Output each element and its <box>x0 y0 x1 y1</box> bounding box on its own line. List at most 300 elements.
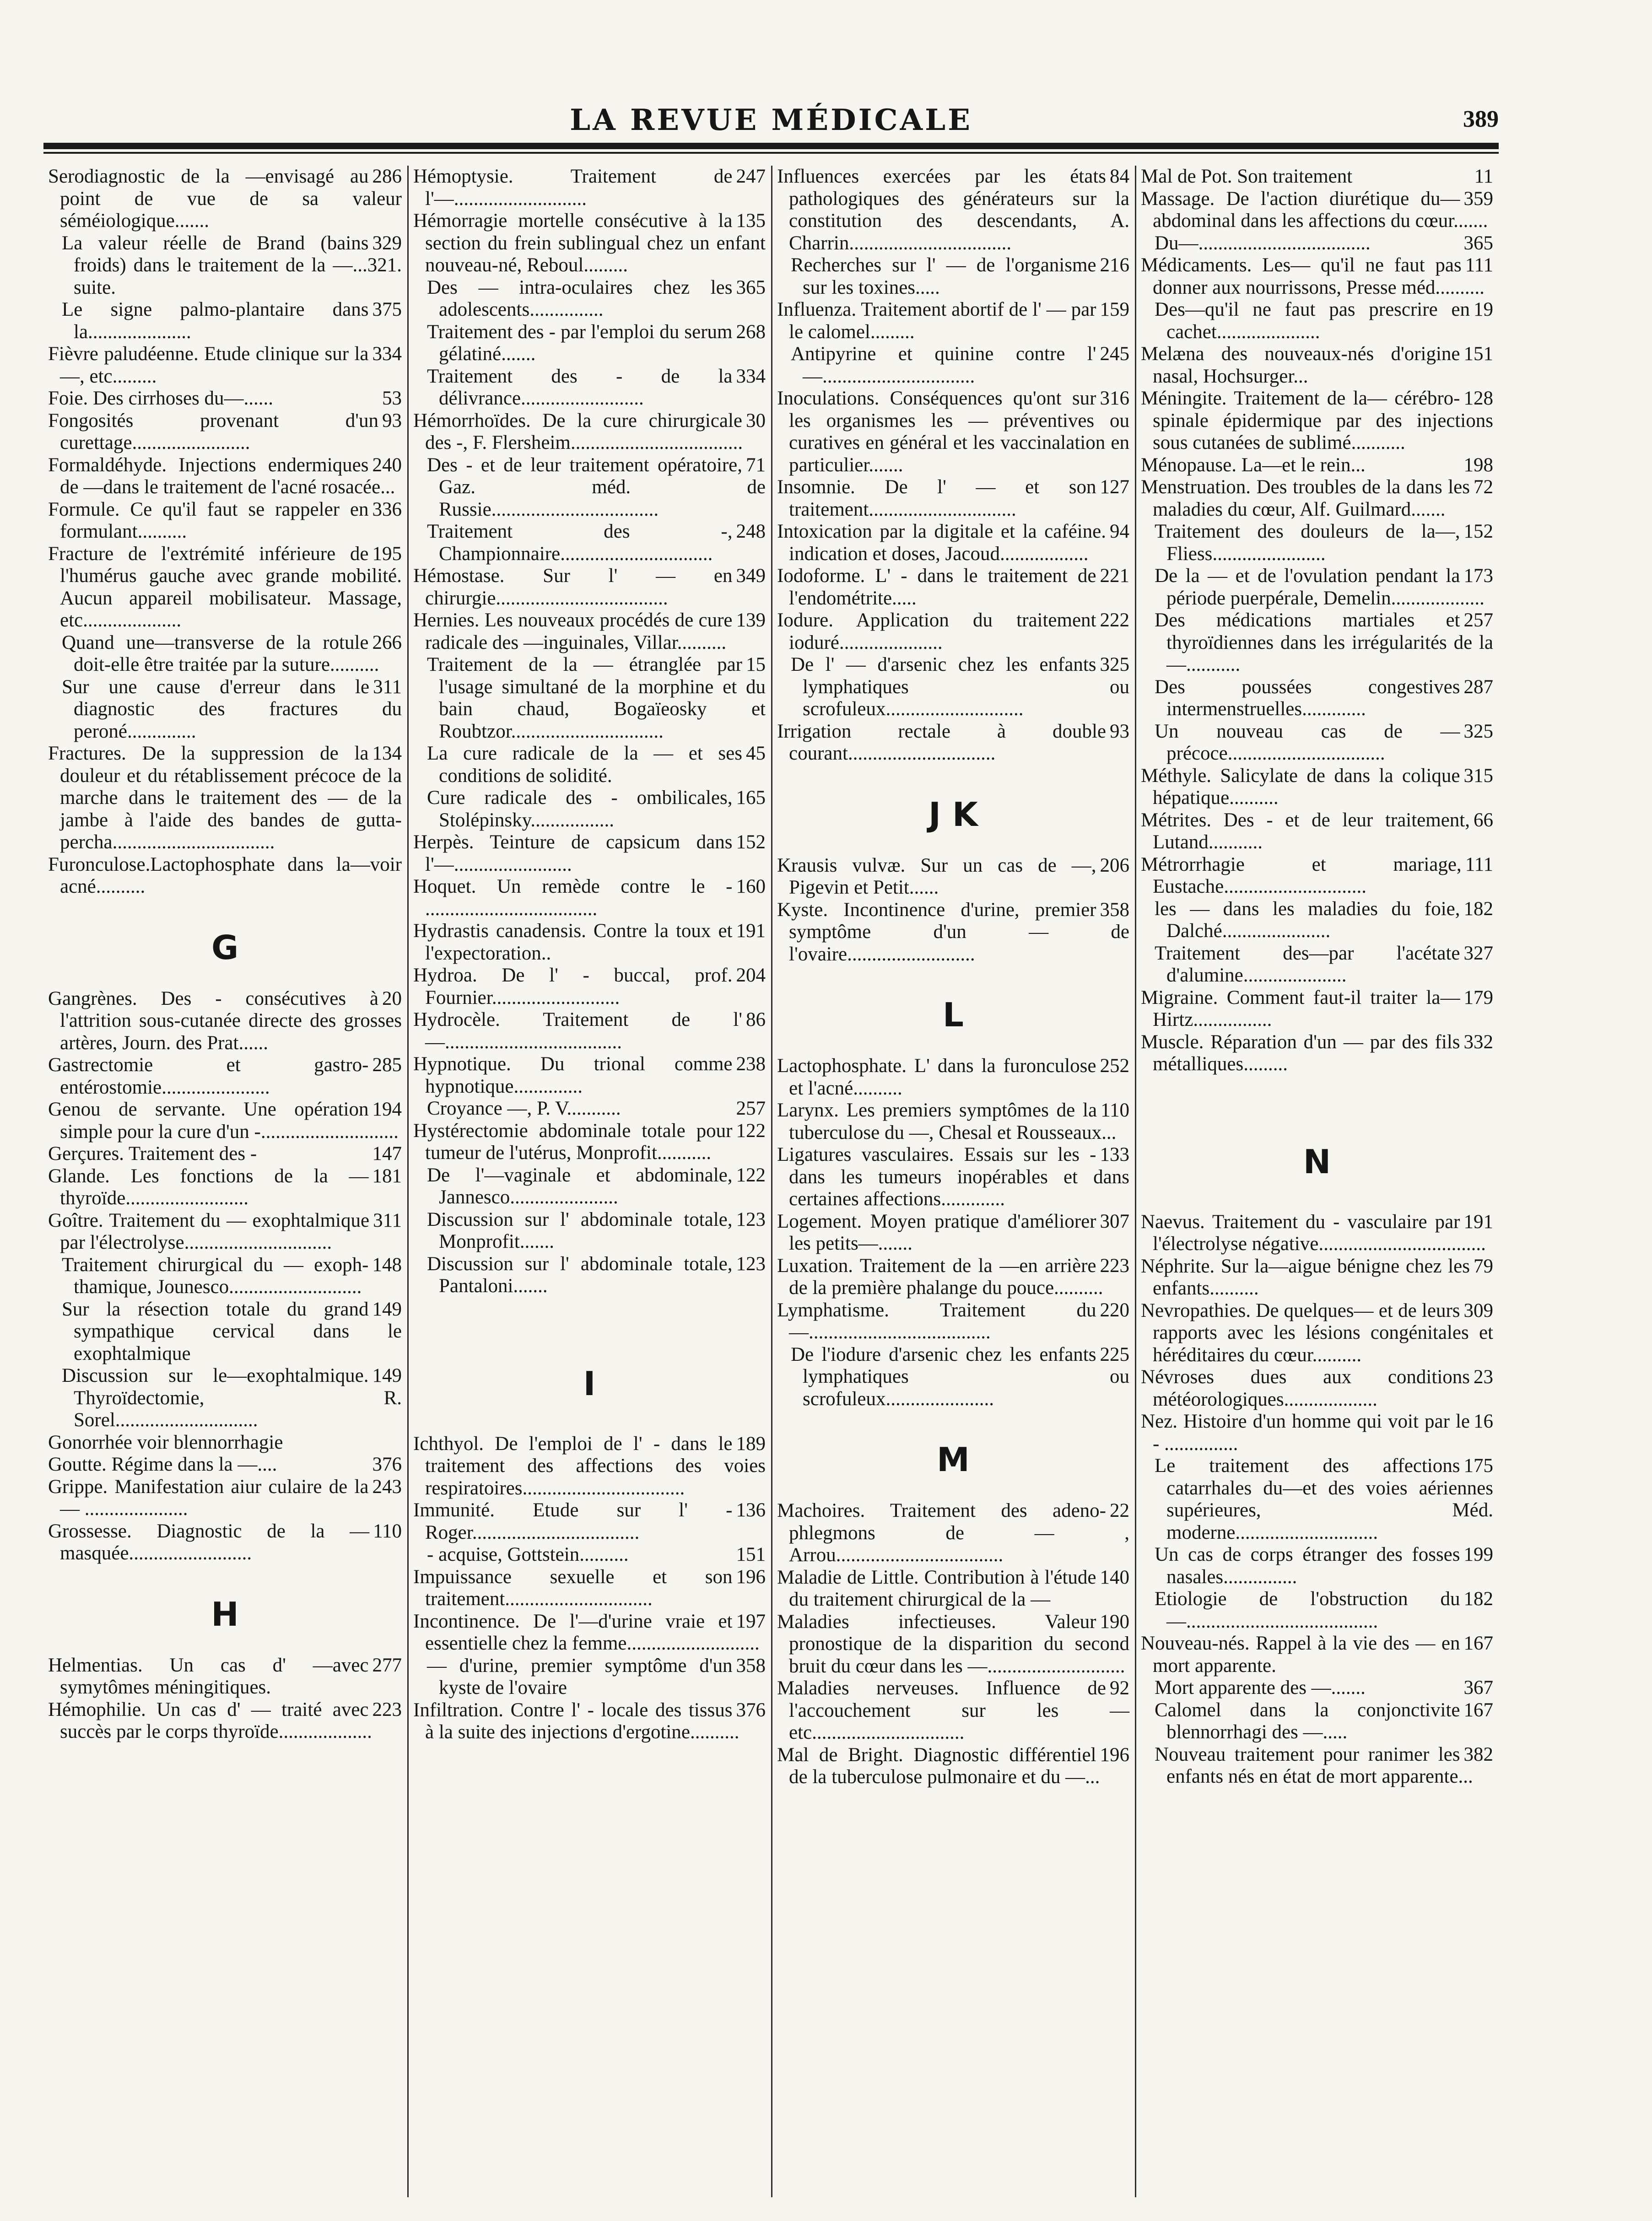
entry-text: Traitement des douleurs de la—, Fliess....................... <box>1155 521 1460 565</box>
entry-page-number: 248 <box>736 521 766 542</box>
entry-text: Lymphatisme. Traitement du —..................................... <box>777 1299 1096 1343</box>
entry-text: Ménopause. La—et le rein... <box>1141 454 1366 476</box>
entry-text: Goutte. Régime dans la —.... <box>48 1454 277 1475</box>
entry-page-number: 93 <box>382 410 402 431</box>
entry-page-number: 111 <box>1465 853 1493 875</box>
entry-page-number: 123 <box>736 1253 766 1275</box>
entry-page-number: 167 <box>1463 1633 1493 1654</box>
index-entry <box>1141 565 1493 609</box>
entry-page-number: 334 <box>372 343 402 365</box>
index-entry <box>777 1567 1129 1611</box>
entry-text: Nouveau traitement pour ranimer les enfants nés en état de mort apparente... <box>1155 1743 1473 1787</box>
section-letter: J K <box>929 795 978 834</box>
entry-page-number: 216 <box>1100 254 1129 276</box>
entry-text: Sur la résection totale du grand sympathique cervical dans le exophtalmique <box>62 1298 402 1364</box>
header-rule-thin <box>43 152 1499 154</box>
entry-text: Hernies. Les nouveaux procédés de cure radicale des —inguinales, Villar.......... <box>413 609 733 653</box>
index-entry <box>48 1520 402 1565</box>
index-entry <box>48 1210 402 1254</box>
entry-page-number: 84 <box>1110 166 1129 187</box>
index-column-1 <box>43 166 407 2197</box>
entry-text: Impuissance sexuelle et son traitement.............................. <box>413 1566 733 1610</box>
entry-page-number: 332 <box>1463 1031 1493 1053</box>
entry-page-number: 376 <box>736 1699 766 1721</box>
entry-text: Luxation. Traitement de la —en arrière de la première phalange du pouce.......... <box>777 1255 1103 1299</box>
section-letter: I <box>583 1364 596 1403</box>
index-entry <box>413 787 766 831</box>
entry-text: La valeur réelle de Brand (bains froids) dans le traitement de la —...321. suite. <box>62 232 402 298</box>
index-entry <box>48 232 402 299</box>
entry-text: Ichthyol. De l'emploi de l' - dans le traitement des affections des voies respiratoires................................. <box>413 1433 766 1499</box>
entry-page-number: 111 <box>1465 254 1493 276</box>
index-entry <box>1141 765 1493 809</box>
entry-text: Hydrocèle. Traitement de l' —.................................... <box>413 1009 742 1053</box>
entry-text: Glande. Les fonctions de la —thyroïde......................... <box>48 1165 369 1209</box>
entry-page-number: 309 <box>1463 1299 1493 1321</box>
entry-text: Gangrènes. Des - consécutives à l'attrition sous-cutanée directe des grosses artères, Journ. des Prat...... <box>48 987 402 1054</box>
index-entry <box>413 277 766 321</box>
index-entry <box>48 499 402 543</box>
entry-text: Hémostase. Sur l' — en chirurgie................................... <box>413 565 733 609</box>
entry-text: Traitement des - de la délivrance......................... <box>427 365 733 409</box>
entry-text: Infiltration. Contre l' - locale des tissus à la suite des injections d'ergotine.......... <box>413 1699 740 1743</box>
entry-text: Migraine. Comment faut-il traiter la—Hirtz................ <box>1141 987 1460 1030</box>
entry-text: Médicaments. Les— qu'il ne faut pas donner aux nourrissons, Presse méd.......... <box>1141 254 1485 298</box>
entry-text: Hémoptysie. Traitement de l'—........................... <box>413 166 733 210</box>
entry-text: Logement. Moyen pratique d'améliorer les petits—....... <box>777 1210 1096 1254</box>
index-entry <box>777 1677 1129 1744</box>
entry-text: Sur une cause d'erreur dans le diagnostic des fractures du peroné.............. <box>62 676 402 742</box>
entry-text: Traitement des -, Championnaire............................... <box>427 521 733 565</box>
entry-text: Discussion sur le—exophtalmique. Thyroïdectomie, R. Sorel............................. <box>62 1365 402 1431</box>
entry-page-number: 222 <box>1100 609 1129 631</box>
entry-page-number: 165 <box>736 787 766 809</box>
index-entry <box>413 1433 766 1500</box>
index-entry <box>48 988 402 1055</box>
entry-text: Nez. Histoire d'un homme qui voit par le - ............... <box>1141 1411 1470 1455</box>
entry-page-number: 190 <box>1100 1611 1129 1633</box>
index-entry <box>777 388 1129 476</box>
entry-text: Furonculose.Lactophosphate dans la—voir acné.......... <box>48 853 402 897</box>
index-entry <box>48 854 402 898</box>
entry-text: Krausis vulvæ. Sur un cas de —, Pigevin et Petit...... <box>777 854 1096 898</box>
entry-text: Naevus. Traitement du - vasculaire par l'électrolyse négative.................................. <box>1141 1211 1486 1255</box>
index-entry <box>777 899 1129 966</box>
index-entry <box>1141 721 1493 765</box>
index-entry <box>48 166 402 232</box>
entry-page-number: 266 <box>372 631 402 653</box>
index-entry <box>413 743 766 787</box>
entry-text: Nevropathies. De quelques— et de leurs rapports avec les lésions congénitales et héréditaires du cœur.......... <box>1141 1299 1493 1366</box>
index-entry <box>1141 1588 1493 1633</box>
index-entry <box>1141 609 1493 676</box>
entry-page-number: 286 <box>372 166 402 187</box>
entry-text: Néphrite. Sur la—aigue bénigne chez les enfants.......... <box>1141 1255 1470 1299</box>
entry-page-number: 66 <box>1474 809 1493 831</box>
entry-text: De l'iodure d'arsenic chez les enfants lymphatiques ou scrofuleux...................... <box>791 1343 1129 1410</box>
entry-text: De l' — d'arsenic chez les enfants lymphatiques ou scrofuleux............................ <box>791 654 1129 720</box>
entry-text: Traitement des - par l'emploi du serum gélatiné....... <box>427 321 733 365</box>
entry-text: Etiologie de l'obstruction du —....................................... <box>1155 1588 1460 1632</box>
entry-text: Incontinence. De l'—d'urine vraie et essentielle chez la femme........................... <box>413 1610 760 1654</box>
entry-page-number: 122 <box>736 1164 766 1186</box>
entry-page-number: 79 <box>1474 1255 1493 1277</box>
entry-text: Maladies infectieuses. Valeur pronostique de la disparition du second bruit du cœur dans les —............................ <box>777 1611 1129 1677</box>
index-entry <box>48 1099 402 1143</box>
index-entry <box>48 299 402 343</box>
index-entry <box>413 1611 766 1655</box>
index-entry <box>777 343 1129 388</box>
entry-text: les — dans les maladies du foie, Dalché...................... <box>1155 898 1460 942</box>
entry-page-number: 128 <box>1463 388 1493 409</box>
index-column-3 <box>771 166 1135 2197</box>
entry-text: Menstruation. Des troubles de la dans les maladies du cœur, Alf. Guilmard....... <box>1141 476 1470 520</box>
section-letter: H <box>211 1595 239 1633</box>
entry-text: Méningite. Traitement de la— cérébro-spinale épidermique par des injections sous cutanées de sublimé........... <box>1141 388 1493 453</box>
entry-page-number: 16 <box>1474 1411 1493 1432</box>
entry-page-number: 148 <box>372 1254 402 1276</box>
entry-text: Traitement de la — étranglée par l'usage simultané de la morphine et du bain chaud, Bogaïeosky et Roubtzor............................... <box>427 654 766 742</box>
index-entry <box>1141 943 1493 987</box>
entry-page-number: 268 <box>736 321 766 343</box>
entry-text: La cure radicale de la — et ses conditions de solidité. <box>427 743 742 787</box>
index-entry <box>777 1100 1129 1144</box>
entry-page-number: 140 <box>1100 1566 1129 1588</box>
entry-page-number: 86 <box>746 1009 766 1030</box>
entry-page-number: 315 <box>1463 765 1493 787</box>
index-entry <box>1141 188 1493 232</box>
entry-text: Formaldéhyde. Injections endermiques de —dans le traitement de l'acné rosacée... <box>48 454 395 498</box>
entry-text: Traitement des—par l'acétate d'alumine..................... <box>1155 942 1460 986</box>
entry-text: Des — intra-oculaires chez les adolescents............... <box>427 276 733 320</box>
index-entry <box>1141 987 1493 1031</box>
entry-text: Méthyle. Salicylate de dans la colique hépatique.......... <box>1141 765 1460 809</box>
entry-page-number: 196 <box>1100 1744 1129 1766</box>
entry-text: Formule. Ce qu'il faut se rappeler en formulant.......... <box>48 498 369 542</box>
entry-page-number: 136 <box>736 1499 766 1521</box>
entry-page-number: 375 <box>372 299 402 320</box>
entry-text: Insomnie. De l' — et son traitement.............................. <box>777 476 1096 520</box>
entry-text: Nouveau-nés. Rappel à la vie des — en mort apparente. <box>1141 1633 1460 1677</box>
entry-text: Des—qu'il ne faut pas prescrire en cachet..................... <box>1155 299 1470 343</box>
entry-page-number: 365 <box>736 276 766 298</box>
entry-page-number: 175 <box>1463 1455 1493 1477</box>
entry-page-number: 191 <box>736 920 766 942</box>
entry-page-number: 194 <box>372 1099 402 1120</box>
entry-text: Hémorrhoïdes. De la cure chirurgicale des -, F. Flersheim................................... <box>413 410 743 453</box>
entry-page-number: 181 <box>372 1165 402 1187</box>
entry-text: Hémophilie. Un cas d' — traité avec succès par le corps thyroïde................... <box>48 1698 372 1742</box>
section-letter: N <box>1303 1142 1331 1181</box>
entry-page-number: 135 <box>736 210 766 232</box>
entry-page-number: 110 <box>373 1520 402 1542</box>
index-entry <box>48 1054 402 1099</box>
entry-text: Melæna des nouveaux-nés d'origine nasal, Hochsurger... <box>1141 343 1460 387</box>
index-entry <box>413 1209 766 1253</box>
index-entry <box>413 965 766 1009</box>
entry-text: Massage. De l'action diurétique du—abdominal dans les affections du cœur....... <box>1141 188 1488 232</box>
entry-text: Hypnotique. Du trional comme hypnotique.............. <box>413 1053 733 1097</box>
entry-page-number: 123 <box>736 1208 766 1230</box>
entry-text: Hystérectomie abdominale totale pour tumeur de l'utérus, Monprofit........... <box>413 1120 733 1164</box>
index-entry <box>413 920 766 965</box>
index-entry <box>1141 343 1493 388</box>
entry-page-number: 19 <box>1474 299 1493 320</box>
entry-text: Gastrectomie et gastro-entérostomie...................... <box>48 1054 369 1098</box>
entry-page-number: 198 <box>1463 454 1493 476</box>
entry-page-number: 152 <box>736 831 766 853</box>
entry-page-number: 311 <box>373 676 402 698</box>
entry-page-number: 382 <box>1463 1743 1493 1765</box>
index-entry <box>1141 809 1493 854</box>
entry-page-number: 311 <box>373 1209 402 1231</box>
index-columns <box>43 166 1499 2197</box>
entry-page-number: 127 <box>1100 476 1129 498</box>
entry-page-number: 30 <box>746 410 766 431</box>
entry-page-number: 110 <box>1101 1100 1129 1121</box>
index-entry <box>777 166 1129 254</box>
entry-page-number: 149 <box>372 1298 402 1320</box>
index-entry <box>413 1053 766 1098</box>
entry-text: Des poussées congestives intermenstruelles............. <box>1155 676 1460 720</box>
entry-page-number: 139 <box>736 609 766 631</box>
entry-page-number: 20 <box>382 987 402 1009</box>
index-entry <box>48 1365 402 1432</box>
entry-text: — d'urine, premier symptôme d'un kyste de l'ovaire <box>427 1655 733 1698</box>
entry-text: Cure radicale des - ombilicales, Stolépinsky................. <box>427 787 733 831</box>
index-entry <box>48 410 402 454</box>
entry-text: Métrites. Des - et de leur traitement, Lutand........... <box>1141 809 1470 853</box>
entry-page-number: 133 <box>1100 1144 1129 1165</box>
index-entry <box>1141 1366 1493 1411</box>
index-entry <box>777 654 1129 721</box>
entry-page-number: 195 <box>372 543 402 565</box>
index-entry <box>777 855 1129 899</box>
entry-text: Mal de Pot. Son traitement <box>1141 166 1353 187</box>
entry-page-number: 15 <box>746 654 766 675</box>
index-entry <box>48 388 402 410</box>
entry-page-number: 182 <box>1463 898 1493 920</box>
index-entry <box>1141 1256 1493 1300</box>
index-entry <box>777 1744 1129 1789</box>
index-entry <box>413 1544 766 1566</box>
index-entry <box>413 410 766 454</box>
entry-page-number: 307 <box>1100 1210 1129 1232</box>
index-entry <box>1141 1677 1493 1699</box>
index-entry <box>1141 1744 1493 1788</box>
entry-text: Discussion sur l' abdominale totale, Pantaloni....... <box>427 1253 733 1297</box>
entry-text: Hydrastis canadensis. Contre la toux et l'expectoration.. <box>413 920 733 964</box>
index-entry <box>48 1699 402 1743</box>
entry-page-number: 191 <box>1463 1211 1493 1233</box>
entry-text: Maladies nerveuses. Influence de l'accouchement sur les —etc............................... <box>777 1677 1129 1743</box>
entry-text: Influences exercées par les états pathologiques des générateurs sur la constitution des descendants, A. Charrin................................. <box>777 166 1129 254</box>
index-entry <box>777 609 1129 654</box>
index-entry <box>48 1432 402 1454</box>
entry-page-number: 327 <box>1463 942 1493 964</box>
index-entry <box>1141 454 1493 477</box>
index-entry <box>1141 1211 1493 1256</box>
index-entry <box>48 454 402 499</box>
index-entry <box>777 1299 1129 1344</box>
entry-page-number: 196 <box>736 1566 766 1588</box>
index-entry <box>413 609 766 654</box>
index-entry <box>777 1055 1129 1100</box>
entry-page-number: 22 <box>1110 1500 1129 1521</box>
index-entry <box>1141 254 1493 299</box>
entry-page-number: 365 <box>1463 232 1493 254</box>
entry-text: Lactophosphate. L' dans la furonculose et l'acné.......... <box>777 1055 1096 1099</box>
index-entry <box>48 543 402 632</box>
entry-text: Croyance —, P. V........... <box>427 1098 621 1119</box>
index-entry <box>413 1164 766 1209</box>
entry-page-number: 225 <box>1100 1343 1129 1365</box>
entry-page-number: 238 <box>736 1053 766 1075</box>
entry-text: Immunité. Etude sur l' - Roger.................................. <box>413 1499 733 1543</box>
index-entry <box>48 1655 402 1699</box>
entry-text: Inoculations. Conséquences qu'ont sur les organismes les — préventives ou curatives en général et les vaccinalation en particulier....... <box>777 388 1129 476</box>
entry-text: Helmentias. Un cas d' —avec symytômes méningitiques. <box>48 1654 369 1698</box>
entry-text: Traitement chirurgical du — exoph-thamique, Jounesco........................... <box>62 1254 369 1298</box>
entry-text: Intoxication par la digitale et la caféine. indication et doses, Jacoud.................. <box>777 521 1106 565</box>
entry-text: Kyste. Incontinence d'urine, premier symptôme d'un — de l'ovaire.......................... <box>777 899 1129 965</box>
entry-text: Fongosités provenant d'un curettage........................ <box>48 410 378 453</box>
index-entry <box>48 343 402 388</box>
entry-text: Fracture de l'extrémité inférieure de l'humérus gauche avec grande mobilité. Aucun appareil mobilisateur. Massage, etc.................... <box>48 543 402 631</box>
entry-page-number: 189 <box>736 1433 766 1455</box>
entry-page-number: 204 <box>736 965 766 986</box>
entry-text: Ligatures vasculaires. Essais sur les - dans les tumeurs inopérables et dans certaines affections............. <box>777 1144 1129 1210</box>
index-entry <box>1141 676 1493 721</box>
entry-text: Névroses dues aux conditions météorologiques................... <box>1141 1366 1470 1410</box>
entry-text: Recherches sur l' — de l'organisme sur les toxines..... <box>791 254 1096 298</box>
entry-text: Serodiagnostic de la —envisagé au point de vue de sa valeur séméiologique....... <box>48 166 402 232</box>
index-entry <box>48 1254 402 1299</box>
entry-text: Hoquet. Un remède contre le - ................................... <box>413 876 733 920</box>
index-entry <box>1141 1411 1493 1455</box>
entry-page-number: 252 <box>1100 1055 1129 1077</box>
entry-page-number: 240 <box>372 454 402 476</box>
entry-page-number: 93 <box>1110 720 1129 742</box>
index-column-4 <box>1135 166 1499 2197</box>
index-entry <box>413 1699 766 1744</box>
entry-text: Irrigation rectale à double courant.............................. <box>777 720 1106 764</box>
index-entry <box>413 210 766 277</box>
index-entry <box>777 1611 1129 1678</box>
entry-text: Hémorragie mortelle consécutive à la section du frein sublingual chez un enfant nouveau-né, Reboul......... <box>413 210 766 276</box>
index-entry <box>1141 521 1493 565</box>
entry-page-number: 179 <box>1463 987 1493 1008</box>
section-letter: M <box>937 1440 970 1479</box>
entry-page-number: 160 <box>736 876 766 897</box>
index-entry <box>413 1098 766 1120</box>
index-entry <box>413 565 766 609</box>
entry-page-number: 23 <box>1474 1366 1493 1388</box>
entry-text: Machoires. Traitement des adeno-phlegmons de — , Arrou.................................. <box>777 1500 1129 1566</box>
index-entry <box>48 1143 402 1165</box>
index-entry <box>777 1255 1129 1299</box>
entry-text: Goître. Traitement du — exophtalmique par l'électrolyse.............................. <box>48 1209 370 1253</box>
index-entry <box>1141 299 1493 343</box>
entry-page-number: 92 <box>1110 1677 1129 1699</box>
index-entry <box>1141 1300 1493 1367</box>
entry-page-number: 159 <box>1100 299 1129 320</box>
entry-page-number: 152 <box>1463 521 1493 542</box>
index-entry <box>413 1120 766 1164</box>
entry-text: De la — et de l'ovulation pendant la période puerpérale, Demelin................... <box>1155 565 1485 609</box>
entry-text: Iodure. Application du traitement ioduré..................... <box>777 609 1096 653</box>
entry-text: Iodoforme. L' - dans le traitement de l'endométrite..... <box>777 565 1096 609</box>
entry-page-number: 358 <box>1100 899 1129 921</box>
entry-text: Quand une—transverse de la rotule doit-elle être traitée par la suture.......... <box>62 631 379 675</box>
index-entry <box>413 454 766 521</box>
index-entry <box>413 1499 766 1544</box>
index-entry <box>777 1500 1129 1567</box>
index-entry <box>48 743 402 854</box>
section-letter: L <box>943 996 964 1034</box>
entry-page-number: 334 <box>736 365 766 387</box>
entry-page-number: 223 <box>1100 1255 1129 1277</box>
entry-text: Genou de servante. Une opération simple pour la cure d'un -............................ <box>48 1099 399 1143</box>
index-entry <box>1141 232 1493 255</box>
entry-page-number: 277 <box>372 1654 402 1676</box>
entry-page-number: 245 <box>1100 343 1129 365</box>
entry-text: Influenza. Traitement abortif de l' — par le calomel......... <box>777 299 1096 343</box>
index-column-2 <box>407 166 771 2197</box>
entry-page-number: 316 <box>1100 388 1129 409</box>
page-number: 389 <box>1463 106 1499 132</box>
entry-text: Larynx. Les premiers symptômes de la tuberculose du —, Chesal et Rousseaux... <box>777 1100 1117 1143</box>
entry-page-number: 72 <box>1474 476 1493 498</box>
entry-page-number: 149 <box>372 1365 402 1386</box>
entry-text: Un nouveau cas de — précoce................................ <box>1155 720 1460 764</box>
entry-text: Mort apparente des —....... <box>1155 1677 1366 1698</box>
index-entry <box>777 521 1129 565</box>
entry-text: Mal de Bright. Diagnostic différentiel de la tuberculose pulmonaire et du —... <box>777 1744 1100 1788</box>
index-entry <box>1141 1544 1493 1588</box>
entry-text: Le traitement des affections catarrhales du—et des voies aériennes supérieures, Méd. moderne............................. <box>1155 1455 1493 1543</box>
page-header <box>43 103 1499 144</box>
index-entry <box>777 476 1129 521</box>
index-entry <box>413 654 766 743</box>
entry-page-number: 221 <box>1100 565 1129 587</box>
index-entry <box>777 1144 1129 1211</box>
index-entry <box>48 1476 402 1520</box>
entry-text: De l'—vaginale et abdominale, Jannesco...................... <box>427 1164 733 1208</box>
index-entry <box>1141 476 1493 521</box>
entry-page-number: 151 <box>1463 343 1493 365</box>
index-entry <box>48 1299 402 1365</box>
index-entry <box>1141 854 1493 898</box>
entry-page-number: 94 <box>1110 521 1129 542</box>
index-entry <box>413 1566 766 1611</box>
index-entry <box>1141 898 1493 943</box>
entry-page-number: 45 <box>746 743 766 764</box>
entry-page-number: 325 <box>1463 720 1493 742</box>
section-letter: G <box>211 928 239 967</box>
entry-page-number: 182 <box>1463 1588 1493 1610</box>
index-entry <box>777 1344 1129 1411</box>
entry-page-number: 11 <box>1474 166 1493 187</box>
index-entry <box>1141 1031 1493 1076</box>
index-entry <box>1141 1699 1493 1744</box>
entry-text: Gonorrhée voir blennorrhagie <box>48 1431 283 1453</box>
entry-page-number: 173 <box>1463 565 1493 587</box>
index-entry <box>1141 1633 1493 1677</box>
entry-text: Grossesse. Diagnostic de la —masquée......................... <box>48 1520 370 1564</box>
entry-text: Le signe palmo-plantaire dans la..................... <box>62 299 369 343</box>
entry-page-number: 247 <box>736 166 766 187</box>
